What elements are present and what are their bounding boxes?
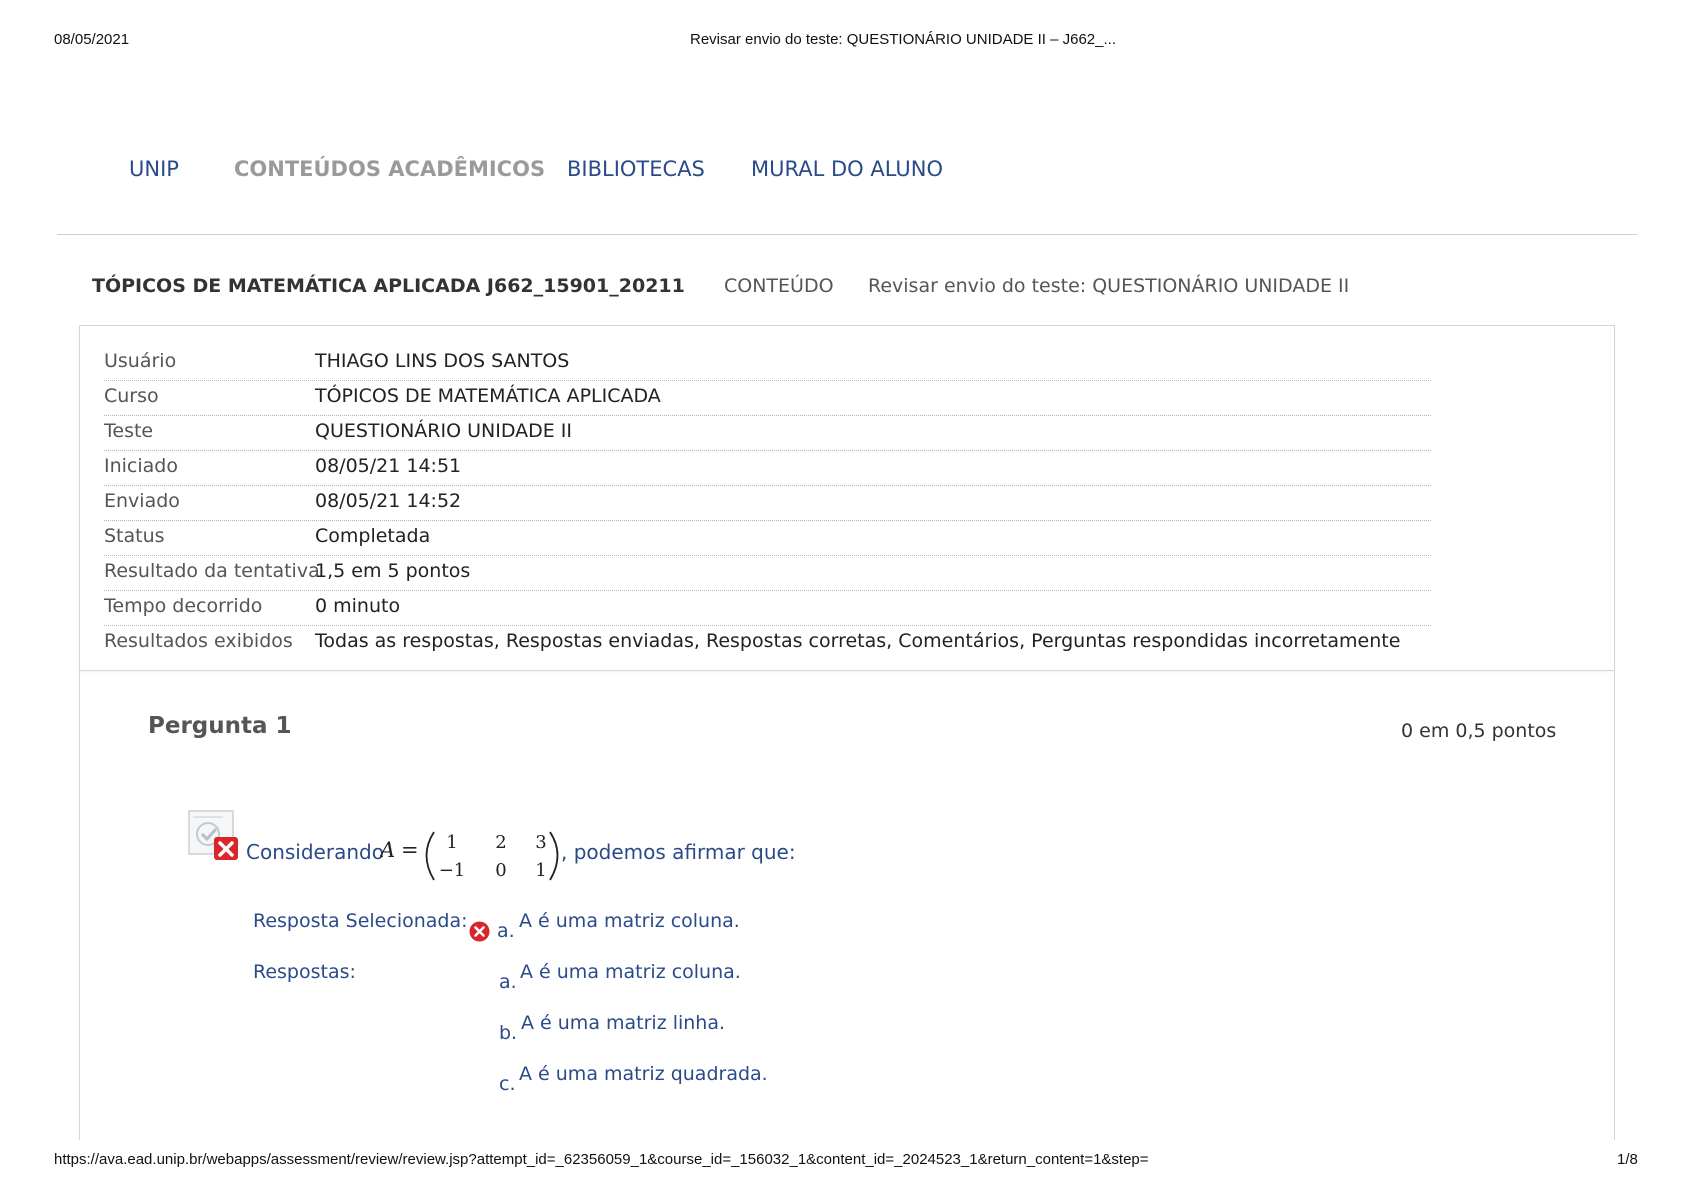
nav-bibliotecas[interactable]: BIBLIOTECAS: [567, 157, 705, 181]
detail-value: 1,5 em 5 pontos: [315, 560, 471, 582]
detail-row-resultado: [104, 556, 1431, 591]
matrix-cell: 0: [495, 860, 507, 881]
answer-letter: c.: [499, 1073, 516, 1095]
nav-mural-do-aluno[interactable]: MURAL DO ALUNO: [751, 157, 943, 181]
question-text-after: , podemos afirmar que:: [561, 840, 796, 864]
wrong-answer-icon: [469, 921, 490, 942]
answers-label: Respostas:: [253, 961, 356, 983]
answer-letter: a.: [499, 971, 517, 993]
detail-label: Teste: [104, 420, 154, 442]
detail-label: Usuário: [104, 350, 177, 372]
print-title: Revisar envio do teste: QUESTIONÁRIO UNIDADE II – J662_...: [690, 31, 1116, 48]
print-url: https://ava.ead.unip.br/webapps/assessment/review/review.jsp?attempt_id=_62356059_1&course_id=_156032_1&content_id=_2024523_1&return_content=1&step=: [54, 1151, 1149, 1168]
detail-value: QUESTIONÁRIO UNIDADE II: [315, 420, 573, 442]
breadcrumb-section[interactable]: CONTEÚDO: [724, 275, 834, 297]
detail-row-iniciado: [104, 451, 1431, 486]
panel-divider: [79, 670, 1615, 671]
detail-label: Iniciado: [104, 455, 178, 477]
matrix-cell: −1: [438, 860, 466, 881]
detail-value: THIAGO LINS DOS SANTOS: [315, 350, 570, 372]
detail-value: 0 minuto: [315, 595, 401, 617]
attempt-details-panel: [79, 325, 1615, 671]
detail-row-tempo: [104, 591, 1431, 626]
answer-option-b: A é uma matriz linha.: [521, 1012, 726, 1034]
nav-divider: [57, 234, 1637, 235]
question-text-before: Considerando: [246, 840, 384, 864]
detail-label: Status: [104, 525, 165, 547]
matrix-cell: 3: [535, 832, 547, 853]
print-page-number: 1/8: [1617, 1151, 1638, 1168]
detail-row-enviado: [104, 486, 1431, 521]
detail-row-usuario: [104, 346, 1431, 381]
selected-answer-text: A é uma matriz coluna.: [519, 910, 740, 932]
detail-value: TÓPICOS DE MATEMÁTICA APLICADA: [315, 385, 661, 407]
incorrect-answer-icon: [188, 810, 240, 862]
detail-label: Curso: [104, 385, 159, 407]
detail-label: Resultado da tentativa: [104, 560, 320, 582]
detail-value: Completada: [315, 525, 431, 547]
matrix-name: A: [380, 838, 396, 862]
detail-label: Tempo decorrido: [104, 595, 263, 617]
answer-option-a: A é uma matriz coluna.: [520, 961, 741, 983]
detail-value: 08/05/21 14:51: [315, 455, 462, 477]
question-title: Pergunta 1: [148, 713, 292, 739]
matrix-expression: [380, 826, 564, 884]
matrix-cell: 1: [535, 860, 547, 881]
print-date: 08/05/2021: [54, 31, 130, 48]
detail-row-status: [104, 521, 1431, 556]
detail-row-resultados-exibidos: [104, 626, 1431, 660]
breadcrumb-page: Revisar envio do teste: QUESTIONÁRIO UNIDADE II: [868, 275, 1350, 297]
breadcrumb-course[interactable]: TÓPICOS DE MATEMÁTICA APLICADA J662_15901_20211: [92, 275, 685, 297]
matrix-cell: 2: [495, 832, 507, 853]
matrix-equals: =: [401, 838, 419, 862]
detail-label: Enviado: [104, 490, 180, 512]
selected-answer-letter: a.: [497, 920, 515, 942]
answer-option-c: A é uma matriz quadrada.: [519, 1063, 768, 1085]
detail-value: 08/05/21 14:52: [315, 490, 462, 512]
question-border-right: [1614, 671, 1615, 1141]
question-points: 0 em 0,5 pontos: [1401, 720, 1557, 742]
matrix-cell: 1: [446, 832, 458, 853]
selected-answer-label: Resposta Selecionada:: [253, 910, 468, 932]
detail-label: Resultados exibidos: [104, 630, 293, 652]
detail-value: Todas as respostas, Respostas enviadas, Respostas corretas, Comentários, Perguntas respondidas incorretamente: [315, 630, 1401, 652]
nav-conteudos-academicos[interactable]: CONTEÚDOS ACADÊMICOS: [234, 157, 546, 181]
answer-letter: b.: [499, 1022, 518, 1044]
detail-row-teste: [104, 416, 1431, 451]
detail-row-curso: [104, 381, 1431, 416]
question-border-left: [79, 671, 80, 1141]
nav-unip[interactable]: UNIP: [129, 157, 179, 181]
